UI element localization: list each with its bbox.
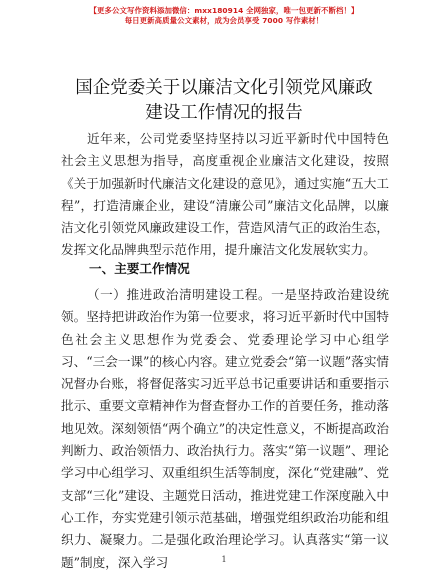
page-number: 1 bbox=[221, 555, 227, 564]
promo-line-2: 每日更新高质量公文素材，成为会员享受 7000 写作素材！ bbox=[124, 16, 324, 25]
document-title: 国企党委关于以廉洁文化引领党风廉政建设工作情况的报告 bbox=[75, 78, 373, 123]
section-heading: 一、主要工作情况 bbox=[89, 261, 190, 276]
promo-banner bbox=[0, 6, 448, 26]
section-paragraph: （一）推进政治清明建设工程。一是坚持政治建设统领。坚持把讲政治作为第一位要求，将习近平新时代中国特色社会主义思想作为党委会、党委理论学习中心组学习、“三会一课”的核心内容。建立党委会“第一议题”落实情况督办台账，将督促落实习近平总书记重要讲话和重要指示批示、重要文章精神作为督查督办工作的首要任务，推动落地见效。深刻领悟“两个确立”的决定性意义，不断提高政治判断力、政治领悟力、政治执行力。落实“第一议题”、理论学习中心组学习、双重组织生活等制度，深化“党建融”、党支部“三化”建设、主题党日活动，推进党建工作深度融入中心工作，夯实党建引领示范基础，增强党组织政治功能和组织力、凝聚力。二是强化政治理论学习。认真落实“第一议题”制度，深入学习 bbox=[61, 287, 390, 570]
promo-line-1: 【更多公文写作资料添加微信：mxx180914 全网独家，唯一包更新不断档！】 bbox=[89, 6, 359, 15]
intro-paragraph: 近年来，公司党委坚持坚持以习近平新时代中国特色社会主义思想为指导，高度重视企业廉洁文化建设，按照《关于加强新时代廉洁文化建设的意见》，通过实施“五大工程”，打造清廉企业，建设“清廉公司”廉洁文化品牌，以廉洁文化引领党风廉政建设工作，营造风清气正的政治生态，发挥文化品牌典型示范作用，提升廉洁文化发展软实力。 bbox=[61, 131, 389, 258]
